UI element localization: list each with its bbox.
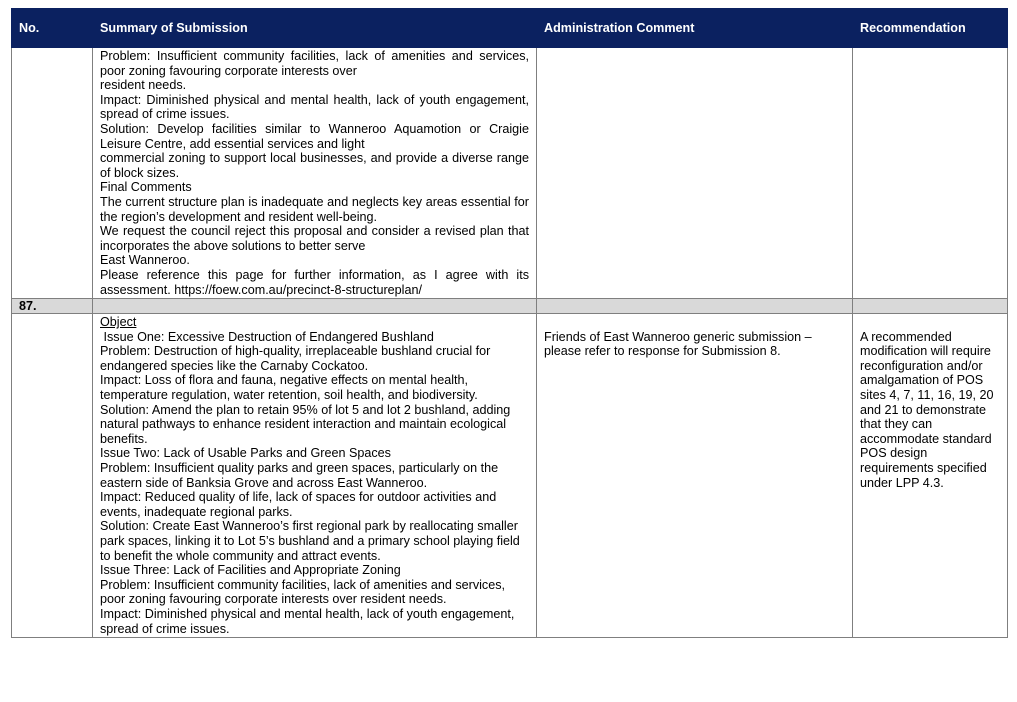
continued-recommendation-cell	[853, 48, 1008, 299]
submission-no-cell	[12, 314, 93, 638]
submission-recommendation-cell	[853, 314, 1008, 638]
summary-paragraph: We request the council reject this proposal and consider a revised plan that incorporates the above solutions to better serve	[100, 224, 529, 253]
object-label: Object	[100, 315, 137, 330]
summary-line: Issue One: Excessive Destruction of Endangered Bushland	[100, 329, 434, 344]
recommendation-line: reconfiguration and/or	[860, 358, 983, 373]
recommendation-line: under LPP 4.3.	[860, 475, 944, 490]
header-row	[12, 9, 1008, 48]
summary-paragraph: resident needs.	[100, 78, 187, 93]
summary-line: Impact: Reduced quality of life, lack of spaces for outdoor activities and	[100, 490, 497, 505]
summary-line: eastern side of Banksia Grove and across East Wanneroo.	[100, 475, 428, 490]
summary-line: poor zoning favouring corporate interests over resident needs.	[100, 592, 447, 607]
number-row-blank	[853, 299, 1008, 314]
summary-paragraph: East Wanneroo.	[100, 253, 190, 268]
recommendation-line: accommodate standard	[860, 431, 992, 446]
submission-number-row	[12, 299, 1008, 314]
recommendation-line: modification will require	[860, 344, 991, 359]
summary-line: Issue Two: Lack of Usable Parks and Green Spaces	[100, 446, 391, 461]
summary-line: benefits.	[100, 431, 148, 446]
summary-line: Impact: Loss of flora and fauna, negative effects on mental health,	[100, 373, 469, 388]
summary-line: to benefit the whole community and attract events.	[100, 548, 381, 563]
summary-paragraph: Impact: Diminished physical and mental health, lack of youth engagement, spread of crime issues.	[100, 92, 529, 122]
recommendation-line: requirements specified	[860, 461, 987, 476]
summary-line: spread of crime issues.	[100, 621, 230, 636]
header-admin-comment: Administration Comment	[537, 9, 853, 48]
admin-comment-line: Friends of East Wanneroo generic submission –	[544, 329, 812, 344]
submission-admin-cell	[537, 314, 853, 638]
continued-no-cell	[12, 48, 93, 299]
summary-paragraph: Solution: Develop facilities similar to Wanneroo Aquamotion or Craigie Leisure Centre, add essential services and light	[100, 121, 529, 151]
summary-line: Solution: Create East Wanneroo’s first regional park by reallocating smaller	[100, 519, 518, 534]
summary-line: temperature regulation, water retention, soil health, and biodiversity.	[100, 388, 478, 403]
summary-line: Solution: Amend the plan to retain 95% of lot 5 and lot 2 bushland, adding	[100, 402, 511, 417]
continued-admin-cell	[537, 48, 853, 299]
header-summary: Summary of Submission	[93, 9, 537, 48]
submission-row	[12, 314, 1008, 638]
admin-comment-line: please refer to response for Submission 8.	[544, 344, 781, 359]
summary-line: Problem: Insufficient community facilities, lack of amenities and services,	[100, 577, 506, 592]
recommendation-line: A recommended	[860, 329, 952, 344]
recommendation-line: amalgamation of POS	[860, 373, 984, 388]
submissions-table	[11, 8, 1008, 638]
summary-line: Issue Three: Lack of Facilities and Appropriate Zoning	[100, 563, 401, 578]
recommendation-line: sites 4, 7, 11, 16, 19, 20	[860, 388, 994, 403]
continued-summary-cell	[93, 48, 537, 299]
summary-line: Impact: Diminished physical and mental health, lack of youth engagement,	[100, 606, 515, 621]
summary-line: natural pathways to enhance resident interaction and maintain ecological	[100, 417, 507, 432]
recommendation-line: POS design	[860, 446, 928, 461]
recommendation-line: that they can	[860, 417, 933, 432]
summary-paragraph: Final Comments	[100, 180, 192, 195]
continued-row	[12, 48, 1008, 299]
summary-paragraph: commercial zoning to support local businesses, and provide a diverse range of block sizes.	[100, 151, 529, 180]
summary-line: events, inadequate regional parks.	[100, 504, 293, 519]
header-recommendation: Recommendation	[853, 9, 1008, 48]
summary-line: Problem: Insufficient quality parks and green spaces, particularly on the	[100, 461, 499, 476]
summary-paragraph: Please reference this page for further information, as I agree with its assessment. https://foew.com.au/precinct-8-structureplan/	[100, 267, 529, 297]
summary-line: endangered species like the Carnaby Cockatoo.	[100, 358, 369, 373]
summary-paragraph: The current structure plan is inadequate and neglects key areas essential for the region’s development and resident well-being.	[100, 194, 529, 224]
number-row-blank	[93, 299, 537, 314]
submission-number: 87.	[12, 299, 93, 314]
submission-summary-cell	[93, 314, 537, 638]
header-no: No.	[12, 9, 93, 48]
number-row-blank	[537, 299, 853, 314]
summary-line: park spaces, linking it to Lot 5’s bushland and a primary school playing field	[100, 534, 520, 548]
recommendation-line: and 21 to demonstrate	[860, 402, 987, 417]
summary-line: Problem: Destruction of high-quality, irreplaceable bushland crucial for	[100, 344, 491, 359]
summary-paragraph: Problem: Insufficient community facilities, lack of amenities and services, poor zoning favouring corporate interests over	[100, 49, 529, 78]
